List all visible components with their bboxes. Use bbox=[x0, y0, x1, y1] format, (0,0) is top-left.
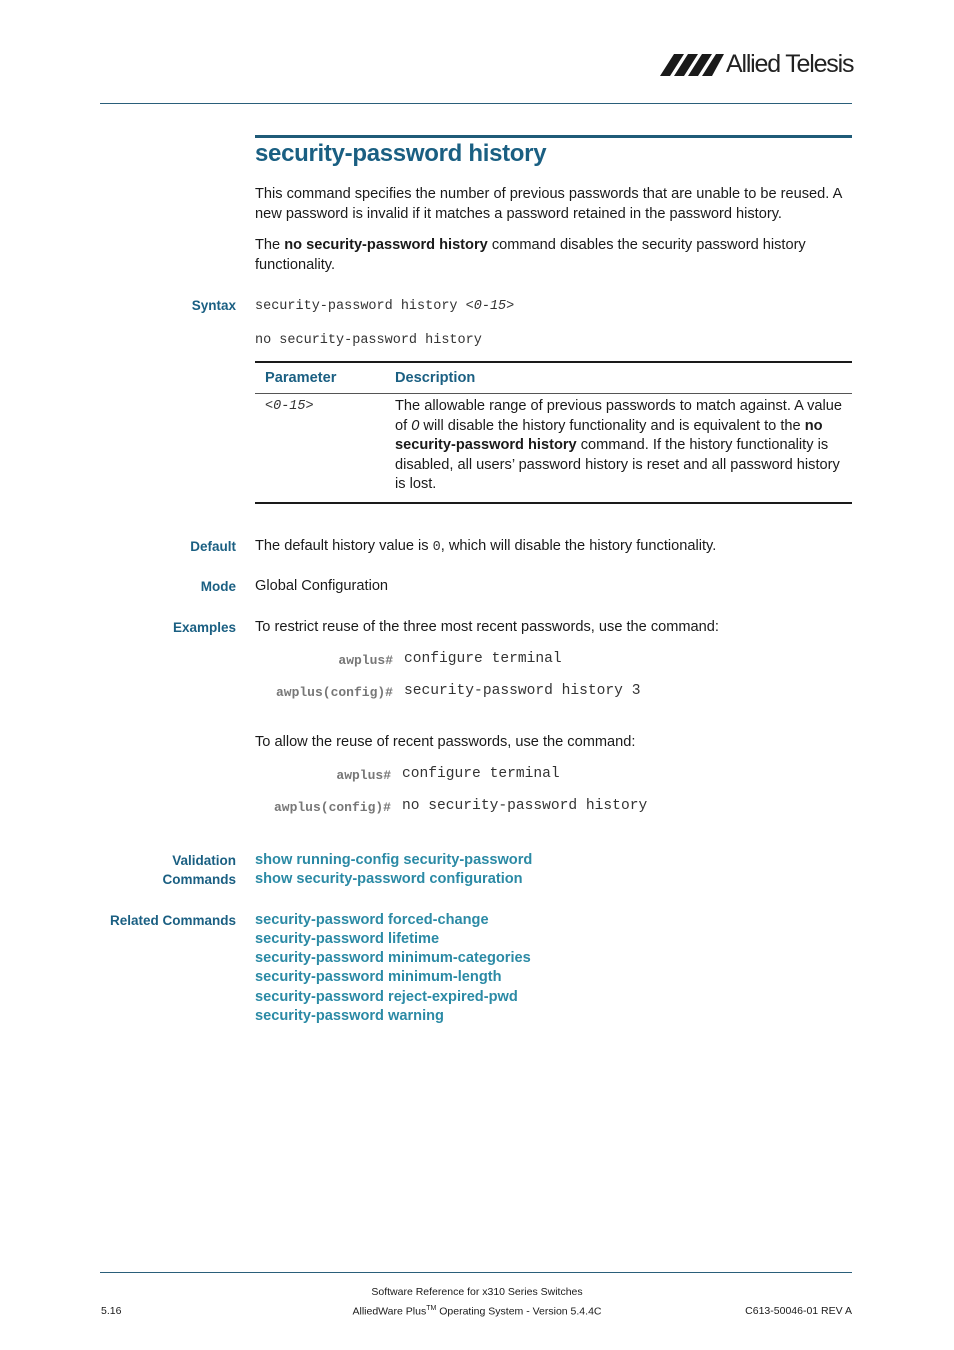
table-header-description: Description bbox=[395, 370, 476, 386]
table-header-parameter: Parameter bbox=[265, 370, 337, 386]
page-number: 5.16 bbox=[101, 1305, 122, 1317]
link-security-password-minimum-length[interactable]: security-password minimum-length bbox=[255, 969, 502, 985]
logo-wordmark: Allied Telesis bbox=[726, 50, 854, 78]
table-cell-parameter: <0-15> bbox=[265, 399, 314, 414]
text: , which will disable the history functionality. bbox=[440, 538, 717, 554]
mode-label: Mode bbox=[200, 579, 236, 594]
link-security-password-reject-expired-pwd[interactable]: security-password reject-expired-pwd bbox=[255, 989, 518, 1005]
table-header-rule bbox=[255, 393, 852, 394]
command-name: no security-password history bbox=[395, 417, 823, 453]
logo-mark-icon bbox=[660, 54, 724, 76]
text: command. If the history functionality is disabled, all users’ password history is reset and all password history is lost. bbox=[395, 437, 840, 492]
cli-command: configure terminal bbox=[402, 766, 560, 782]
related-commands-label: Related Commands bbox=[109, 913, 236, 928]
document-id: C613-50046-01 REV A bbox=[745, 1305, 852, 1317]
mode-text: Global Configuration bbox=[255, 578, 389, 594]
default-label: Default bbox=[190, 539, 236, 554]
title-rule bbox=[255, 135, 852, 138]
syntax-command: security-password history bbox=[255, 299, 466, 314]
table-cell-description bbox=[395, 397, 847, 495]
command-name: no security-password history bbox=[284, 237, 488, 253]
syntax-parameter: <0-15> bbox=[465, 299, 515, 314]
table-top-rule bbox=[255, 361, 852, 363]
text: AlliedWare Plus bbox=[352, 1305, 427, 1318]
text: The allowable range of previous passwords to match against. A value of bbox=[395, 398, 842, 434]
cli-prompt: awplus# bbox=[338, 653, 393, 668]
text: 0 bbox=[411, 417, 420, 434]
allied-telesis-logo bbox=[660, 50, 855, 80]
page-title: security-password history bbox=[255, 140, 547, 167]
examples-label: Examples bbox=[172, 620, 236, 635]
footer-rule bbox=[100, 1272, 852, 1273]
syntax-label: Syntax bbox=[191, 298, 236, 313]
text: The bbox=[255, 237, 285, 253]
cli-command: security-password history 3 bbox=[404, 683, 641, 699]
text: Commands bbox=[162, 871, 236, 887]
link-security-password-warning[interactable]: security-password warning bbox=[255, 1008, 444, 1024]
link-show-running-config-security-password[interactable]: show running-config security-password bbox=[255, 852, 533, 868]
cli-prompt: awplus(config)# bbox=[273, 800, 391, 815]
text: Operating System - Version 5.4.4C bbox=[436, 1305, 602, 1318]
examples-intro-1: To restrict reuse of the three most recent passwords, use the command: bbox=[255, 619, 719, 635]
no-command-paragraph bbox=[255, 236, 855, 275]
cli-command: no security-password history bbox=[402, 798, 648, 814]
text: command disables the security password history functionality. bbox=[255, 237, 806, 273]
code-value: 0 bbox=[432, 540, 441, 555]
syntax-line-1 bbox=[255, 299, 514, 314]
syntax-line-2: no security-password history bbox=[255, 333, 482, 348]
link-security-password-minimum-categories[interactable]: security-password minimum-categories bbox=[255, 950, 531, 966]
text: The default history value is bbox=[255, 538, 433, 554]
cli-prompt: awplus(config)# bbox=[275, 685, 393, 700]
footer-title: Software Reference for x310 Series Switches bbox=[371, 1286, 583, 1298]
cli-command: configure terminal bbox=[404, 651, 562, 667]
link-security-password-lifetime[interactable]: security-password lifetime bbox=[255, 931, 440, 947]
default-text bbox=[255, 537, 855, 558]
text: will disable the history functionality and is equivalent to the bbox=[419, 417, 805, 434]
trademark: TM bbox=[426, 1305, 437, 1312]
link-security-password-forced-change[interactable]: security-password forced-change bbox=[255, 912, 489, 928]
header-rule bbox=[100, 103, 852, 104]
link-show-security-password-configuration[interactable]: show security-password configuration bbox=[255, 871, 523, 887]
examples-intro-2: To allow the reuse of recent passwords, use the command: bbox=[255, 734, 636, 750]
table-bottom-rule bbox=[255, 502, 852, 504]
cli-prompt: awplus# bbox=[336, 768, 391, 783]
text: Validation bbox=[172, 853, 236, 868]
intro-paragraph: This command specifies the number of previous passwords that are unable to be reused. A new password is invalid if it matches a password retained in the password history. bbox=[255, 186, 842, 222]
validation-commands-label bbox=[162, 852, 236, 889]
